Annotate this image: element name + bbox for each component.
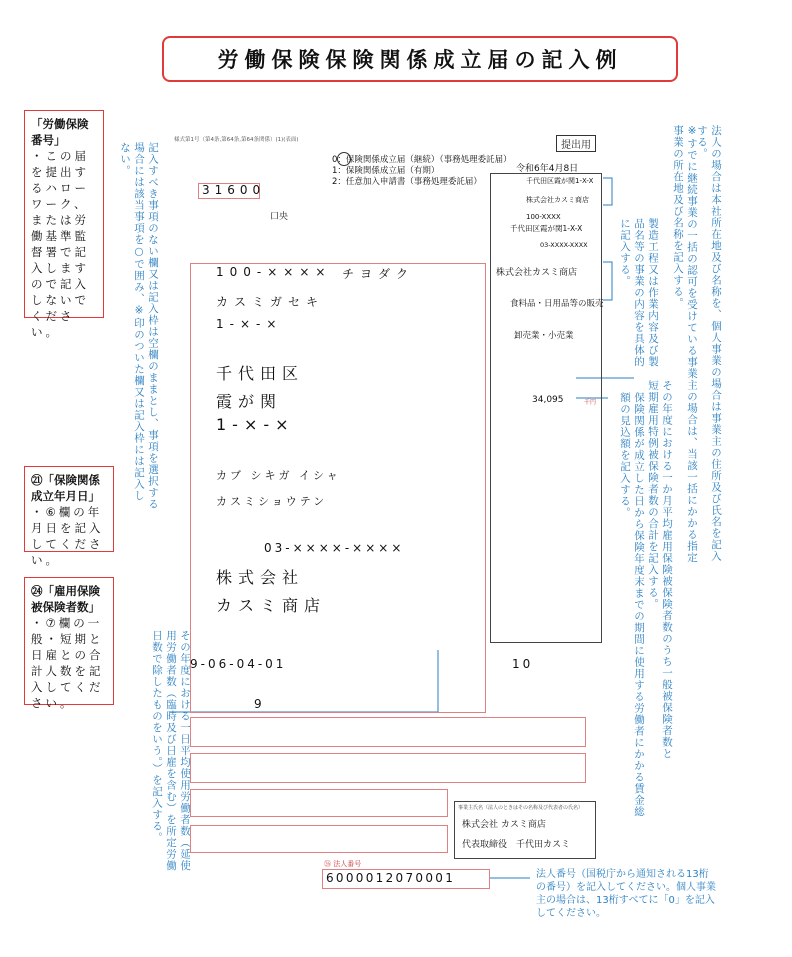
note-blank-fields: 記入すべき事項のない欄又は記入枠は空欄のままとし、事項を選択する場合には該当事項を○で囲み、※印のついた欄又は記入枠には記入しない。 bbox=[119, 142, 159, 510]
form-header: 様式第1号（第4条,第64条,第64条関係）(1)(表面) bbox=[174, 137, 299, 143]
note-heading: ㉑「保険関係成立年月日」 bbox=[31, 473, 100, 503]
note-body: ・この届を提出するハローワーク、または労働基準監督署で記入しますので記入しないでください。 bbox=[31, 149, 89, 339]
note-corporate-number: 法人番号（国税庁から通知される13桁の番号）を記入してください。個人事業主の場合は、13桁すべてに「0」を記入してください。 bbox=[536, 869, 716, 919]
rep-title: 事業主氏名（法人のときはその名称及び代表者の氏名） bbox=[458, 805, 584, 811]
note-heading: ㉔「雇用保険被保険者数」 bbox=[31, 584, 100, 614]
address-block: 1-×-× bbox=[216, 415, 295, 434]
insured-count: 10 bbox=[512, 657, 534, 671]
lower-grid-4 bbox=[190, 825, 448, 853]
bracket-owner bbox=[603, 178, 612, 205]
kana-town: チヨダク bbox=[342, 267, 415, 281]
address-ward: 千代田区 bbox=[216, 364, 305, 383]
business-type: 卸売業・小売業 bbox=[514, 331, 574, 341]
address-area: 霞が関 bbox=[216, 392, 283, 411]
option-0: 0：保険関係成立届（継続）（事務処理委託届） bbox=[332, 155, 512, 165]
business-content: 食料品・日用品等の販売 bbox=[510, 299, 604, 309]
postal-small: 100-XXXX bbox=[526, 213, 561, 221]
option-list bbox=[332, 155, 512, 188]
option-1: 1：保険関係成立届（有期） bbox=[332, 166, 440, 176]
note-establishment-date bbox=[24, 466, 114, 567]
corp-label: ㉖ 法人番号 bbox=[324, 860, 362, 868]
code: 31600 bbox=[202, 183, 266, 197]
date: 令和6年4月8日 bbox=[516, 164, 579, 174]
lower-grid-1 bbox=[190, 717, 586, 747]
kana-area: カスミガセキ bbox=[216, 295, 325, 309]
address-small: 千代田区霞が関1-X-X bbox=[510, 224, 583, 233]
kana-company: カブ シキガ イシャ bbox=[216, 469, 341, 482]
note-wage-estimate: 保険関係が成立した日から保険年度末までの期間に使用する労働者にかかる賃金総額の見込額を記入する。 bbox=[619, 392, 645, 818]
lower-grid-2 bbox=[190, 753, 586, 783]
rep-person: 代表取締役 千代田カスミ bbox=[462, 840, 571, 850]
lower-grid-3 bbox=[190, 789, 448, 817]
corp-number: 6000012070001 bbox=[326, 871, 456, 885]
kana-block: 1-×-× bbox=[216, 317, 283, 331]
date-code: 9-06-04-01 bbox=[190, 657, 287, 671]
kana-company2: カスミショウテン bbox=[216, 495, 328, 508]
note-insured-count bbox=[24, 577, 114, 710]
owner-name: 株式会社カスミ商店 bbox=[526, 196, 589, 204]
option-circle bbox=[337, 152, 351, 166]
rep-company: 株式会社 カスミ商店 bbox=[462, 820, 546, 830]
phone: 03-××××-×××× bbox=[264, 541, 405, 555]
wage-unit: 千円 bbox=[584, 399, 597, 406]
kind-label: 口央 bbox=[270, 212, 289, 222]
application-form bbox=[170, 133, 602, 921]
page-title: 労働保険保険関係成立届の記入例 bbox=[162, 36, 678, 82]
note-business-description: 製造工程又は作業内容及び製品名等の事業の内容を具体的に記入する。 bbox=[619, 218, 659, 368]
note-labor-insurance-number bbox=[24, 110, 104, 339]
postal-row: 100-×××× bbox=[216, 265, 332, 279]
tel-small: 03-XXXX-XXXX bbox=[540, 241, 588, 249]
company-name-line2: カスミ商店 bbox=[216, 596, 327, 615]
note-heading: 「労働保険番号」 bbox=[31, 117, 89, 147]
note-body: ・⑥欄の年月日を記入してください。 bbox=[31, 505, 104, 567]
note-insured-average: その年度における一か月平均雇用保険被保険者数のうち一般被保険者数と短期雇用特例被保険者数の合計を記入する。 bbox=[647, 380, 673, 760]
company-name-line1: 株式会社 bbox=[216, 568, 305, 587]
bracket-business bbox=[603, 262, 612, 300]
daily-workers: 9 bbox=[254, 697, 265, 711]
option-2: 2：任意加入申請書（事務処理委託届） bbox=[332, 177, 482, 187]
wage-total: 34,095 bbox=[532, 395, 564, 405]
note-body: ・⑦欄の一般・短期と日雇との合計人数を記入してください。 bbox=[31, 616, 104, 710]
owner-address: 千代田区霞が関1-X-X bbox=[526, 177, 594, 185]
note-owner-address: 法人の場合は本社所在地及び名称を、個人事業の場合は事業主の住所及び氏名を記入する。 bbox=[696, 125, 722, 562]
company-name: 株式会社カスミ商店 bbox=[496, 268, 578, 278]
note-continuous-business: ※すでに継続事業の一括の認可を受けている事業主の場合は、当該一括にかかる指定事業の所在地及び名称を記入する。 bbox=[672, 125, 698, 564]
submit-label: 提出用 bbox=[556, 135, 596, 152]
note-daily-workers: その年度における一日平均使用労働者数（延使用労働者数（臨時及び日雇を含む）を所定労働日数で除したものをいう。）を記入する。 bbox=[151, 630, 191, 872]
